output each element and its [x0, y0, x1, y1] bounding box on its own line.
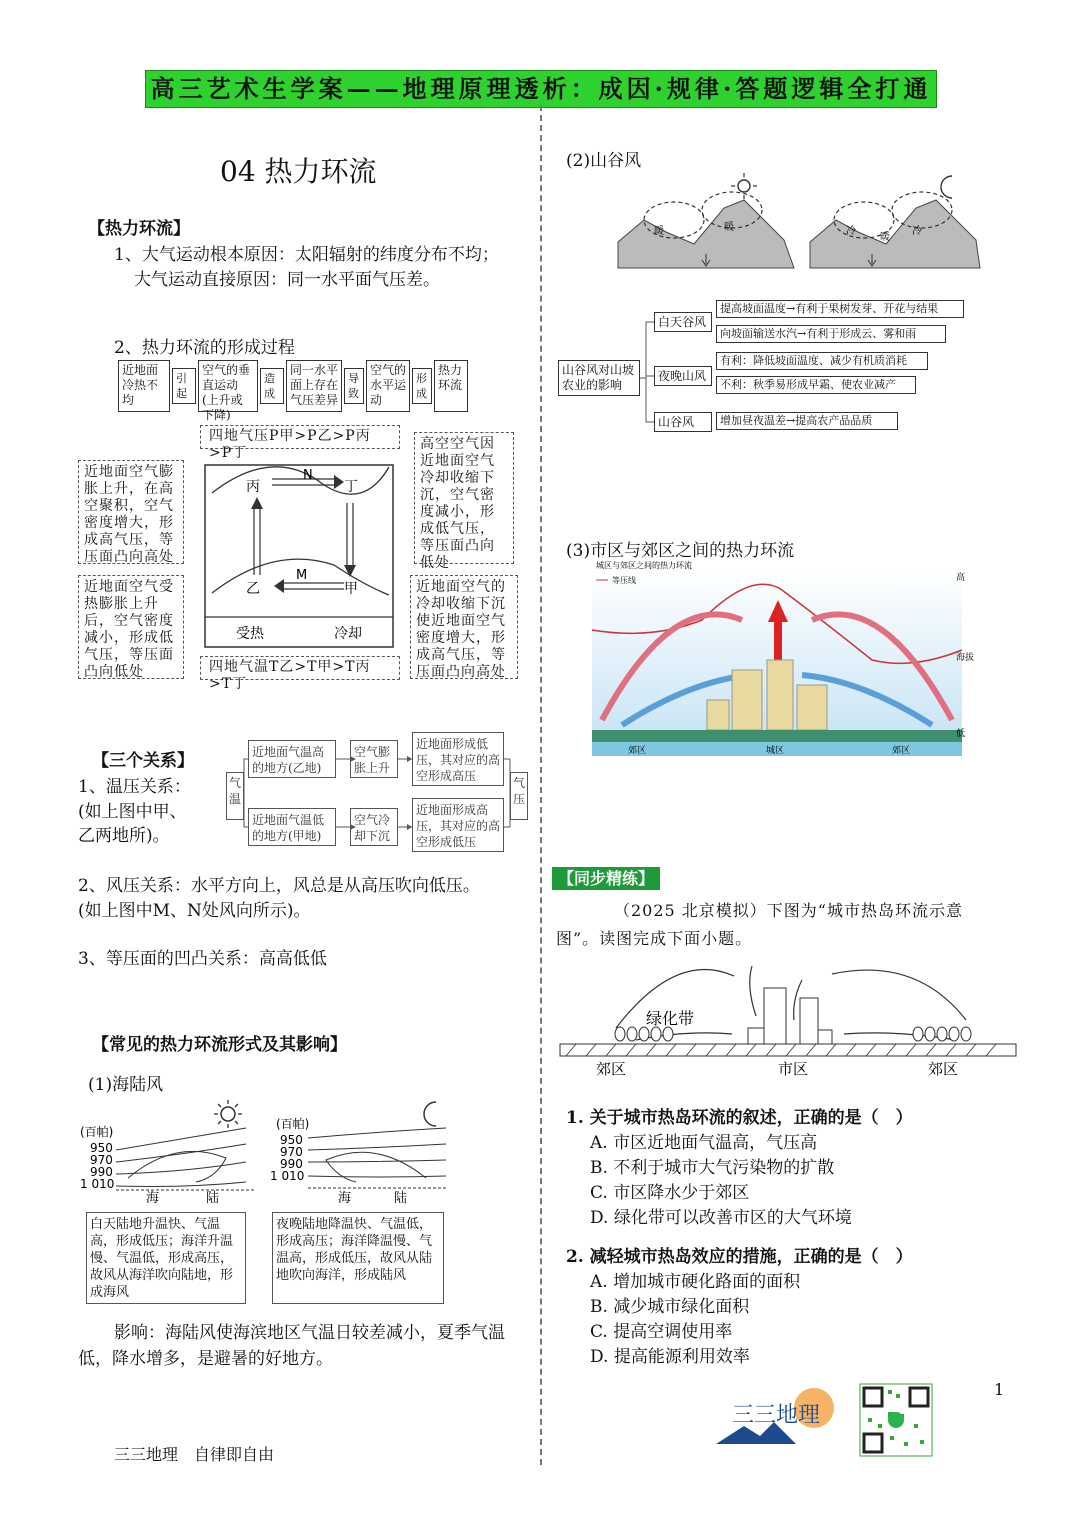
valley-night-node: 夜晚山风 [654, 366, 712, 386]
note-left-top: 近地面空气膨胀上升，在高空聚积，空气密度增大，形成高气压，等压面凸向高处 [78, 460, 184, 564]
label-cool: 冷却 [334, 626, 362, 642]
text-line: 乙两地所)。 [78, 826, 170, 846]
label-cold: 冷 [912, 226, 922, 237]
valley-tree-connectors [640, 310, 720, 436]
label-warm: 暖 [880, 232, 890, 243]
label-yi: 乙 [246, 581, 260, 597]
valley-effect-1: 提高坡面温度→有利于果树发芽、开花与结果 [716, 300, 964, 318]
q1-option-b[interactable]: B. 不利于城市大气污染物的扩散 [590, 1158, 835, 1178]
axis-low: 低 [956, 729, 966, 739]
flow-arrow-2: 造成 [260, 368, 284, 404]
section-heading-forms: 【常见的热力环流形式及其影响】 [92, 1035, 347, 1055]
label-M: M [296, 568, 308, 583]
page-title: 04 热力环流 [220, 155, 377, 188]
text-line: 2、热力环流的形成过程 [114, 338, 295, 358]
label-jia: 甲 [344, 581, 358, 597]
label-warm: 暖 [654, 226, 664, 237]
footer-slogan: 三三地理 自律即自由 [114, 1445, 275, 1464]
page-banner: 高三艺术生学案——地理原理透析：成因·规律·答题逻辑全打通 [145, 70, 937, 108]
flow-step-1: 近地面冷热不均 [118, 360, 170, 412]
pressure-unit: (百帕) [80, 1125, 114, 1139]
logo-text: 三三地理 [732, 1403, 821, 1428]
isobar-970-n: 970 [280, 1145, 303, 1159]
text-line: 2、风压关系：水平方向上，风总是从高压吹向低压。 [78, 876, 480, 896]
question-intro: （2025 北京模拟）下图为“城市热岛环流示意 [614, 901, 963, 920]
label-suburb-right: 郊区 [928, 1060, 959, 1078]
sea-breeze-note: 白天陆地升温快、气温高，形成低压；海洋升温慢、气温低，形成高压，故风从海洋吹向陆地，形成海风 [86, 1212, 246, 1304]
relation-box-1: 近地面气温高的地方(乙地) [248, 740, 336, 778]
question-2: 2. 减轻城市热岛效应的措施，正确的是（ ） [566, 1247, 913, 1267]
subheading-sea-land: (1)海陆风 [88, 1075, 164, 1095]
question-1: 1. 关于城市热岛环流的叙述，正确的是（ ） [566, 1108, 913, 1128]
text-line: 1、温压关系： [78, 777, 191, 797]
q1-option-d[interactable]: D. 绿化带可以改善市区的大气环境 [590, 1208, 852, 1228]
label-cold: 冷 [846, 226, 856, 237]
text-line: (如上图中M、N处风向所示)。 [78, 901, 311, 921]
wind-arrow-M [274, 579, 284, 593]
sinking-air-arrow [344, 565, 356, 577]
section-heading-relations: 【三个关系】 [92, 751, 194, 771]
flow-arrow-3: 导致 [344, 368, 364, 404]
isobar-1010: 1 010 [80, 1177, 115, 1191]
relation-box-6: 近地面形成高压，其对应的高空形成低压 [412, 798, 504, 852]
q2-option-d[interactable]: D. 提高能源利用效率 [590, 1347, 750, 1367]
land-breeze-note: 夜晚陆地降温快、气温低，形成高压；海洋降温慢、气温高，形成低压，故风从陆地吹向海洋，形成陆风 [272, 1212, 444, 1304]
valley-effect-5: 增加昼夜温差→提高农产品品质 [716, 412, 898, 430]
sea-land-impact: 影响：海陆风使海滨地区气温日较差减小，夏季气温低，降水增多，是避暑的好地方。 [78, 1323, 505, 1369]
label-suburb-left: 郊区 [628, 746, 647, 756]
axis-altitude: 海拔 [956, 653, 975, 663]
relation-box-4: 近地面气温低的地方(甲地) [248, 808, 336, 846]
isobar-950-n: 950 [280, 1133, 303, 1147]
relation-box-3: 近地面形成低压，其对应的高空形成高压 [412, 732, 504, 786]
urban-rural-circulation-diagram [592, 560, 975, 756]
label-N: N [303, 468, 313, 483]
label-ding: 丁 [344, 479, 358, 495]
page-number: 1 [994, 1380, 1005, 1399]
label-city: 城区 [766, 746, 785, 756]
label-greenbelt: 绿化带 [646, 1009, 695, 1028]
label-heat: 受热 [236, 626, 264, 642]
label-land-n: 陆 [394, 1191, 408, 1206]
upper-isobar [212, 467, 389, 494]
column-divider [540, 105, 542, 1465]
note-right-top: 高空空气因近地面空气冷却收缩下沉，空气密度减小，形成低气压，等压面凸向低处 [414, 432, 514, 564]
flow-step-2: 空气的垂直运动(上升或下降) [198, 360, 258, 412]
moon-icon [941, 176, 952, 198]
label-temperature: 气温 [226, 772, 244, 820]
section-heading-thermal: 【热力环流】 [88, 219, 190, 239]
isobar-950: 950 [90, 1141, 113, 1155]
q1-option-a[interactable]: A. 市区近地面气温高，气压高 [590, 1133, 818, 1153]
valley-wind-node: 山谷风 [654, 412, 712, 432]
text-line: 1、大气运动根本原因：太阳辐射的纬度分布不均； [114, 245, 499, 265]
flow-step-4: 空气的水平运动 [366, 360, 410, 412]
valley-impact-root: 山谷风对山坡农业的影响 [558, 360, 640, 396]
relation-box-5: 空气冷却下沉 [350, 808, 398, 846]
q2-option-b[interactable]: B. 减少城市绿化面积 [590, 1297, 750, 1317]
note-right-bottom: 近地面空气的冷却收缩下沉使近地面空气密度增大，形成高气压，等压面凸向高处 [410, 575, 518, 679]
practice-tag-label: 【同步精练】 [552, 867, 660, 890]
isobar-990: 990 [90, 1165, 113, 1179]
label-sea-n: 海 [338, 1191, 352, 1206]
qr-code-icon [860, 1384, 932, 1456]
heat-island-diagram [556, 956, 1020, 1082]
valley-day-node: 白天谷风 [654, 312, 712, 332]
wind-arrow-N [334, 475, 344, 489]
flow-step-3: 同一水平面上存在气压差异 [286, 360, 342, 412]
thermal-circulation-diagram [184, 445, 410, 655]
legend-isobar: 等压线 [612, 576, 636, 585]
label-urban: 市区 [778, 1060, 809, 1078]
flow-arrow-4: 形成 [412, 368, 432, 404]
relation-box-2: 空气膨胀上升 [350, 740, 398, 778]
flow-step-5: 热力环流 [434, 360, 468, 412]
flow-arrow-1: 引起 [172, 368, 196, 404]
moon-icon [424, 1102, 436, 1126]
isobar-990-n: 990 [280, 1157, 303, 1171]
brand-logo [714, 1386, 844, 1450]
text-line: 3、等压面的凹凸关系：高高低低 [78, 949, 327, 969]
subheading-urban-circulation: (3)市区与郊区之间的热力环流 [566, 541, 795, 561]
rising-air-arrow [251, 497, 263, 509]
axis-high: 高 [956, 573, 966, 583]
subheading-valley-wind: (2)山谷风 [566, 151, 642, 171]
valley-wind-diagram [614, 170, 984, 270]
q2-option-c[interactable]: C. 提高空调使用率 [590, 1322, 733, 1342]
practice-tag [552, 866, 660, 889]
q2-option-a[interactable]: A. 增加城市硬化路面的面积 [590, 1272, 801, 1292]
valley-effect-2: 向坡面输送水汽→有利于形成云、雾和雨 [716, 325, 946, 343]
isobar-1010-n: 1 010 [270, 1169, 305, 1183]
sun-icon [214, 1100, 242, 1128]
sun-icon [731, 173, 757, 199]
label-pressure: 气压 [510, 772, 528, 820]
label-suburb-right: 郊区 [892, 746, 911, 756]
isobar-970: 970 [90, 1153, 113, 1167]
label-land: 陆 [206, 1191, 220, 1206]
pressure-order-box: 四地气压P甲>P乙>P丙>P丁 [200, 425, 400, 449]
valley-effect-4: 不利：秋季易形成早霜、使农业减产 [716, 376, 916, 394]
question-intro: 图”。读图完成下面小题。 [556, 929, 753, 948]
pressure-unit-night: (百帕) [276, 1117, 310, 1131]
temperature-order-box: 四地气温T乙>T甲>T丙>T丁 [200, 656, 400, 680]
label-bing: 丙 [246, 479, 260, 495]
note-left-bottom: 近地面空气受热膨胀上升后，空气密度减小，形成低气压，等压面凸向低处 [78, 575, 184, 679]
q1-option-c[interactable]: C. 市区降水少于郊区 [590, 1183, 750, 1203]
label-sea: 海 [146, 1191, 160, 1206]
diagram-caption: 城区与郊区之间的热力环流 [596, 561, 692, 570]
valley-effect-3: 有利：降低坡面温度、减少有机质消耗 [716, 352, 928, 370]
label-warm: 暖 [724, 222, 734, 233]
label-suburb-left: 郊区 [596, 1060, 627, 1078]
text-line: 大气运动直接原因：同一水平面气压差。 [134, 270, 440, 290]
relation-connectors [240, 740, 530, 850]
sea-land-breeze-diagram [76, 1098, 456, 1208]
text-line: (如上图中甲、 [78, 802, 187, 822]
